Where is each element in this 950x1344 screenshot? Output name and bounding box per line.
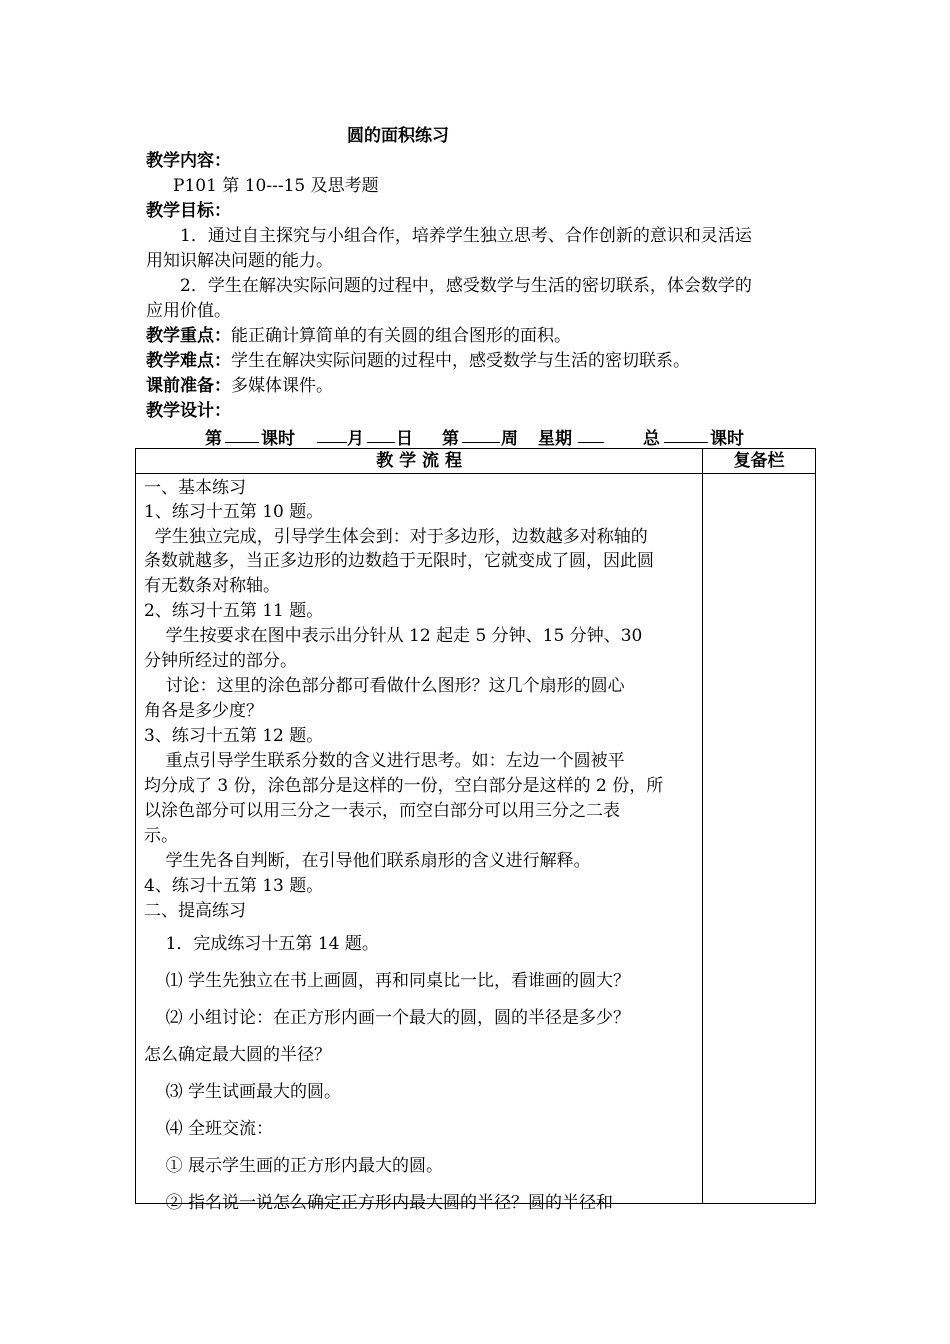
flow-line: ⑶ 学生试画最大的圆。: [144, 1082, 342, 1102]
flow-line: 二、提高练习: [144, 901, 246, 921]
goals-line-4: 应用价值。: [146, 301, 231, 321]
difficulty-label: 教学难点：: [146, 351, 231, 371]
flow-line: 学生独立完成，引导学生体会到：对于多边形，边数越多对称轴的: [144, 527, 648, 547]
key-point: [146, 324, 571, 348]
goals-line-3: 2．学生在解决实际问题的过程中，感受数学与生活的密切联系，体会数学的: [180, 276, 752, 296]
flow-line: 1、练习十五第 10 题。: [144, 502, 324, 522]
header-zong: 总: [643, 429, 660, 449]
design-label: 教学设计：: [146, 401, 231, 421]
flow-line: 以涂色部分可以用三分之一表示，而空白部分可以用三分之二表: [144, 801, 620, 821]
prep: [146, 374, 333, 398]
flow-line: 4、练习十五第 13 题。: [144, 876, 324, 896]
flow-line: ⑷ 全班交流：: [144, 1119, 274, 1139]
goals-label: 教学目标：: [146, 201, 231, 221]
notes-column-header: 复备栏: [703, 449, 816, 474]
flow-line: ⑴ 学生先独立在书上画圆，再和同桌比一比，看谁画的圆大？: [144, 971, 631, 991]
flow-line: 均分成了 3 份，涂色部分是这样的一份，空白部分是这样的 2 份，所: [144, 776, 664, 796]
header-zhou: 周: [501, 429, 518, 449]
flow-line: 1．完成练习十五第 14 题。: [144, 934, 379, 954]
flow-line: 3、练习十五第 12 题。: [144, 726, 324, 746]
flow-line: 条数就越多，当正多边形的边数趋于无限时，它就变成了圆，因此圆: [144, 551, 654, 571]
flow-line: 角各是多少度？: [144, 701, 263, 721]
flow-line: ⑵ 小组讨论：在正方形内画一个最大的圆，圆的半径是多少？: [144, 1008, 631, 1028]
key-point-text: 能正确计算简单的有关圆的组合图形的面积。: [231, 326, 571, 346]
content-section: [146, 149, 231, 173]
difficulty: [146, 349, 690, 373]
difficulty-text: 学生在解决实际问题的过程中，感受数学与生活的密切联系。: [231, 351, 690, 371]
goals-line-1: 1．通过自主探究与小组合作，培养学生独立思考、合作创新的意识和灵活运: [180, 226, 752, 246]
page-title: 圆的面积练习: [347, 126, 449, 146]
flow-line: ② 指名说一说怎么确定正方形内最大圆的半径？圆的半径和: [144, 1193, 614, 1213]
lesson-table: [135, 448, 816, 1213]
flow-line: 学生先各自判断，在引导他们联系扇形的含义进行解释。: [144, 851, 591, 871]
prep-text: 多媒体课件。: [231, 376, 333, 396]
content-label: 教学内容：: [146, 151, 231, 171]
header-yue: 月: [347, 429, 364, 449]
flow-line: 怎么确定最大圆的半径？: [144, 1045, 331, 1065]
goals-line-2: 用知识解决问题的能力。: [146, 251, 333, 271]
flow-line: 有无数条对称轴。: [144, 576, 280, 596]
flow-line: ① 展示学生画的正方形内最大的圆。: [144, 1156, 444, 1176]
header-di: 第: [205, 429, 222, 449]
flow-line: 学生按要求在图中表示出分针从 12 起走 5 分钟、15 分钟、30: [144, 626, 643, 646]
flow-line: 重点引导学生联系分数的含义进行思考。如：左边一个圆被平: [144, 751, 625, 771]
header-xingqi: 星期: [538, 429, 572, 449]
flow-line: 讨论：这里的涂色部分都可看做什么图形？这几个扇形的圆心: [144, 676, 625, 696]
flow-line: 分钟所经过的部分。: [144, 651, 297, 671]
header-keshi: 课时: [261, 429, 295, 449]
key-point-label: 教学重点：: [146, 326, 231, 346]
flow-line: 2、练习十五第 11 题。: [144, 601, 324, 621]
notes-cell: [703, 474, 816, 1204]
header-ri: 日: [396, 429, 413, 449]
flow-line: 示。: [144, 826, 178, 846]
flow-line: 一、基本练习: [144, 478, 246, 498]
prep-label: 课前准备：: [146, 376, 231, 396]
header-keshi2: 课时: [710, 429, 744, 449]
flow-column-header: 教 学 流 程: [136, 449, 703, 474]
flow-cell: [136, 474, 703, 1213]
header-di2: 第: [442, 429, 459, 449]
content-text: P101 第 10---15 及思考题: [173, 176, 379, 196]
